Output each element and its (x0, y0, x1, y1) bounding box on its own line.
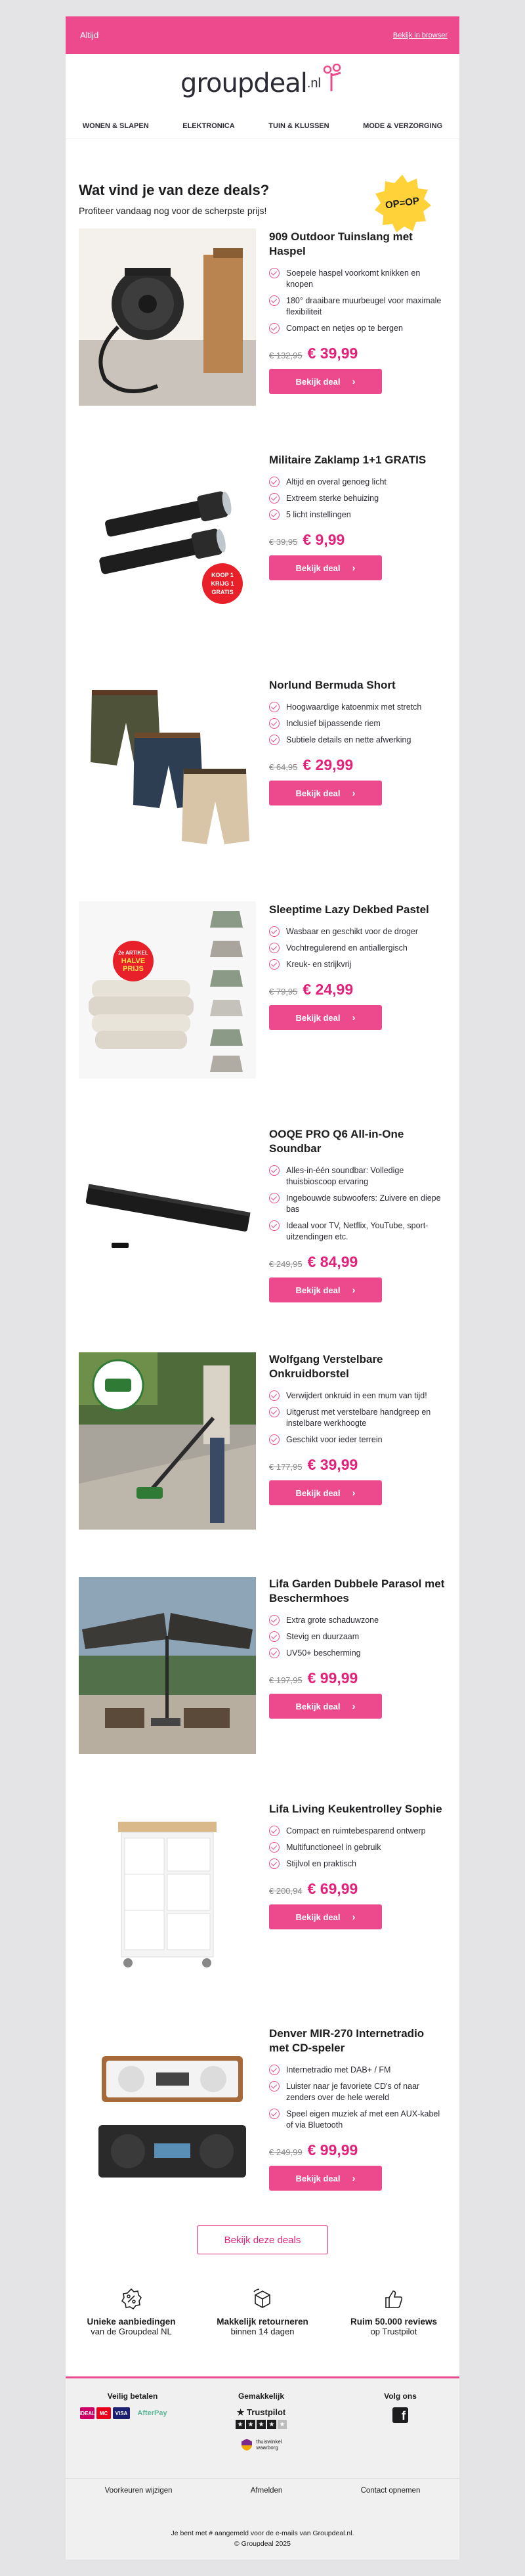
feature-item (269, 477, 446, 488)
usp-title: Unieke aanbiedingen (87, 2317, 176, 2327)
feature-item (269, 2065, 446, 2076)
hero-section (66, 139, 459, 215)
promo-sticker (202, 563, 243, 604)
duvet-image[interactable] (79, 901, 256, 1079)
feature-text: Compact en netjes op te bergen (286, 324, 403, 333)
footer-heading: Volg ons (384, 2392, 417, 2401)
feature-text: Subtiele details en nette afwerking (286, 735, 411, 744)
button-label: Bekijk deal (295, 1912, 341, 1922)
feature-list (269, 1615, 446, 1659)
chevron-right-icon: › (352, 1284, 356, 1296)
thuiswinkel-logo[interactable] (215, 2438, 307, 2451)
check-icon (269, 295, 280, 306)
check-icon (269, 2081, 280, 2092)
nav-item-elektronica[interactable]: ELEKTRONICA (182, 121, 235, 130)
nav-item-wonen-slapen[interactable]: WONEN & SLAPEN (82, 121, 149, 130)
op-op-badge (373, 173, 432, 232)
usp-row (66, 2288, 459, 2360)
parasol-image[interactable] (79, 1577, 256, 1754)
product-info (269, 453, 446, 580)
nav-item-tuin-klussen[interactable]: TUIN & KLUSSEN (268, 121, 329, 130)
check-icon (269, 926, 280, 937)
category-nav (66, 113, 459, 139)
trustpilot-label: Trustpilot (247, 2407, 286, 2417)
price-row (269, 531, 446, 549)
internet-radio-image[interactable] (79, 2027, 256, 2204)
sticker-line: PRIJS (123, 965, 144, 973)
feature-item (269, 268, 446, 290)
feature-text: Verwijdert onkruid in een mum van tijd! (286, 1391, 427, 1400)
visa-logo: VISA (113, 2407, 130, 2419)
usp-item (335, 2288, 453, 2360)
thumbs-up-icon (383, 2288, 405, 2310)
usp-text: van de Groupdeal NL (91, 2327, 172, 2336)
chevron-right-icon: › (352, 2172, 356, 2184)
feature-item (269, 959, 446, 970)
new-price: € 24,99 (303, 981, 354, 998)
feature-list (269, 1826, 446, 1870)
percent-icon (120, 2288, 142, 2310)
feature-item (269, 1407, 446, 1429)
thuiswinkel-label: waarborg (256, 2445, 278, 2451)
feature-text: 5 licht instellingen (286, 510, 351, 519)
check-icon (269, 1193, 280, 1203)
view-deal-button[interactable] (269, 1480, 382, 1505)
price-row (269, 2141, 446, 2159)
feature-item (269, 702, 446, 713)
check-icon (269, 1615, 280, 1625)
feature-item (269, 1165, 446, 1188)
hero-title: Wat vind je van deze deals? (79, 182, 270, 198)
new-price: € 9,99 (303, 531, 345, 548)
usp-item (72, 2288, 190, 2360)
button-label: Bekijk deal (295, 376, 341, 387)
feature-item (269, 509, 446, 521)
feature-text: Wasbaar en geschikt voor de droger (286, 927, 419, 936)
check-icon (269, 718, 280, 729)
view-deal-button[interactable] (269, 369, 382, 394)
check-icon (269, 1858, 280, 1869)
chevron-right-icon: › (352, 1911, 356, 1923)
feature-item (269, 926, 446, 937)
feature-text: 180° draaibare muurbeugel voor maximale flexibiliteit (286, 296, 442, 316)
feature-text: Ideaal voor TV, Netflix, YouTube, sport-uitzendingen etc. (286, 1221, 429, 1241)
footer-links (66, 2478, 459, 2495)
promo-sticker (113, 941, 154, 981)
view-deal-button[interactable] (269, 1904, 382, 1929)
feature-text: Kreuk- en strijkvrij (286, 960, 352, 969)
feature-text: Inclusief bijpassende riem (286, 719, 381, 728)
new-price: € 69,99 (307, 1880, 358, 1897)
product-info (269, 1577, 446, 1719)
email-container (66, 16, 459, 2560)
star-icon: ★ (278, 2420, 287, 2429)
copyright: © Groupdeal 2025 (234, 2540, 291, 2548)
check-icon (269, 509, 280, 520)
product-title: Denver MIR-270 Internetradio met CD-speler (269, 2027, 425, 2054)
sticker-line: HALVE (121, 957, 146, 965)
button-label: Bekijk deal (295, 1285, 341, 1295)
top-bar (66, 16, 459, 54)
feature-item (269, 718, 446, 729)
new-price: € 99,99 (307, 1669, 358, 1686)
old-price: € 64,95 (269, 762, 298, 772)
view-deal-button[interactable] (269, 555, 382, 580)
chevron-right-icon: › (352, 1487, 356, 1499)
check-icon (269, 323, 280, 333)
feature-item (269, 1648, 446, 1659)
check-icon (269, 959, 280, 970)
feature-text: Vochtregulerend en antiallergisch (286, 943, 408, 953)
subscription-note: Je bent met # aangemeld voor de e-mails van Groupdeal.nl. (171, 2529, 354, 2537)
usp-title: Makkelijk retourneren (217, 2317, 308, 2327)
button-label: Bekijk deal (295, 563, 341, 573)
weed-brush-image[interactable] (79, 1352, 256, 1530)
feature-item (269, 943, 446, 954)
check-icon (269, 1434, 280, 1445)
check-icon (269, 1220, 280, 1231)
usp-item (203, 2288, 322, 2360)
feature-text: Luister naar je favoriete CD's of naar zenders over de hele wereld (286, 2082, 420, 2102)
contact-link[interactable]: Contact opnemen (360, 2487, 421, 2495)
feature-text: Stevig en duurzaam (286, 1632, 360, 1641)
feature-item (269, 1631, 446, 1642)
feature-text: Extreem sterke behuizing (286, 494, 379, 503)
feature-item (269, 2109, 446, 2131)
check-icon (269, 1165, 280, 1176)
view-in-browser-link[interactable]: Bekijk in browser (392, 31, 448, 39)
feature-list (269, 2065, 446, 2131)
flashlight-image[interactable] (79, 452, 256, 629)
star-icon: ★ (246, 2420, 255, 2429)
view-all-deals-button[interactable]: Bekijk deze deals (197, 2225, 328, 2254)
check-icon (269, 1826, 280, 1836)
check-icon (269, 1842, 280, 1853)
product-info (269, 1802, 446, 1929)
feature-item (269, 1826, 446, 1837)
feature-text: Hoogwaardige katoenmix met stretch (286, 702, 422, 712)
product-title: Sleeptime Lazy Dekbed Pastel (269, 903, 429, 916)
preheader-text: Altijd (80, 30, 99, 40)
return-box-icon (251, 2288, 274, 2310)
logo-suffix: .nl (306, 75, 321, 91)
feature-item (269, 295, 446, 318)
feature-list (269, 1390, 446, 1446)
product-title: Norlund Bermuda Short (269, 679, 396, 691)
kitchen-trolley-image[interactable] (79, 1802, 256, 1979)
price-row (269, 345, 446, 362)
view-deal-button[interactable] (269, 2166, 382, 2191)
footer-heading: Veilig betalen (107, 2392, 158, 2401)
feature-text: Stijlvol en praktisch (286, 1859, 356, 1868)
nav-item-mode-verzorging[interactable]: MODE & VERZORGING (363, 121, 443, 130)
feature-item (269, 1842, 446, 1853)
bermuda-shorts-image[interactable] (79, 677, 256, 854)
feature-text: Speel eigen muziek af met een AUX-kabel of via Bluetooth (286, 2109, 440, 2130)
feature-item (269, 1434, 446, 1446)
product-info (269, 2027, 446, 2191)
feature-text: Ingebouwde subwoofers: Zuivere en diepe bas (286, 1193, 441, 1214)
product-title: Militaire Zaklamp 1+1 GRATIS (269, 454, 427, 466)
product-info (269, 678, 446, 805)
feature-text: Internetradio met DAB+ / FM (286, 2065, 391, 2074)
feature-list (269, 1165, 446, 1243)
feature-item (269, 1220, 446, 1243)
product-title: 909 Outdoor Tuinslang met Haspel (269, 230, 413, 257)
view-deal-button[interactable] (269, 1694, 382, 1719)
price-row (269, 1669, 446, 1687)
feature-text: UV50+ bescherming (286, 1648, 361, 1658)
feature-list (269, 477, 446, 521)
old-price: € 200,94 (269, 1886, 303, 1896)
view-deal-button[interactable] (269, 781, 382, 805)
old-price: € 197,95 (269, 1675, 303, 1685)
feature-item (269, 493, 446, 504)
ideal-logo: iDEAL (80, 2407, 94, 2419)
check-icon (269, 493, 280, 504)
feature-text: Alles-in-één soundbar: Volledige thuisbioscoop ervaring (286, 1166, 404, 1186)
feature-item (269, 1390, 446, 1402)
facebook-icon[interactable]: f (392, 2407, 408, 2423)
soundbar-image[interactable] (79, 1126, 256, 1303)
price-row (269, 981, 446, 998)
trustpilot-logo[interactable] (215, 2407, 307, 2418)
product-info (269, 1352, 446, 1505)
new-price: € 39,99 (307, 345, 358, 362)
feature-text: Uitgerust met verstelbare handgreep en instelbare werkhoogte (286, 1407, 431, 1428)
old-price: € 249,99 (269, 2147, 303, 2157)
logo-wordmark: groupdeal (180, 68, 307, 98)
feature-item (269, 1858, 446, 1870)
mastercard-logo: MC (96, 2407, 111, 2419)
check-icon (269, 2065, 280, 2075)
new-price: € 39,99 (307, 1456, 358, 1473)
button-label: Bekijk deal (295, 788, 341, 798)
chevron-right-icon: › (352, 1012, 356, 1023)
usp-text: binnen 14 dagen (230, 2327, 295, 2336)
sticker-line: 2e ARTIKEL (118, 950, 148, 956)
product-info (269, 1127, 446, 1302)
product-title: Lifa Living Keukentrolley Sophie (269, 1803, 442, 1815)
sticker-line: GRATIS (211, 589, 234, 595)
check-icon (269, 2109, 280, 2119)
feature-item (269, 1615, 446, 1626)
feature-item (269, 735, 446, 746)
button-label: Bekijk deal (295, 2173, 341, 2183)
usp-title: Ruim 50.000 reviews (350, 2317, 438, 2327)
view-deal-button[interactable] (269, 1277, 382, 1302)
garden-hose-reel-image[interactable] (79, 228, 256, 406)
old-price: € 249,95 (269, 1259, 303, 1269)
button-label: Bekijk deal (295, 1701, 341, 1711)
preferences-link[interactable]: Voorkeuren wijzigen (104, 2487, 173, 2495)
check-icon (269, 1631, 280, 1642)
product-title: Wolfgang Verstelbare Onkruidborstel (269, 1353, 383, 1380)
chevron-right-icon: › (352, 562, 356, 574)
button-label: Bekijk deal (295, 1488, 341, 1498)
footer-trust (215, 2392, 307, 2451)
price-row (269, 1880, 446, 1898)
check-icon (269, 477, 280, 487)
hero-subtitle: Profiteer vandaag nog voor de scherpste prijs! (79, 205, 267, 216)
check-icon (269, 943, 280, 953)
footer-heading: Gemakkelijk (238, 2392, 285, 2401)
old-price: € 132,95 (269, 351, 303, 360)
feature-list (269, 926, 446, 970)
footer (66, 2378, 459, 2560)
product-title: Lifa Garden Dubbele Parasol met Beschermhoes (269, 1578, 445, 1604)
price-row (269, 756, 446, 774)
chevron-right-icon: › (352, 376, 356, 387)
product-title: OOQE PRO Q6 All-in-One Soundbar (269, 1128, 404, 1155)
product-info (269, 230, 446, 394)
old-price: € 79,95 (269, 987, 298, 997)
product-info (269, 903, 446, 1030)
footer-note (66, 2528, 459, 2549)
new-price: € 84,99 (307, 1253, 358, 1270)
chevron-right-icon: › (352, 1700, 356, 1712)
check-icon (269, 1407, 280, 1417)
star-icon: ★ (267, 2420, 276, 2429)
feature-text: Compact en ruimtebesparend ontwerp (286, 1826, 426, 1835)
check-icon (269, 735, 280, 745)
feature-text: Altijd en overal genoeg licht (286, 477, 387, 486)
feature-item (269, 2081, 446, 2103)
chevron-right-icon: › (352, 787, 356, 799)
new-price: € 99,99 (307, 2141, 358, 2158)
view-deal-button[interactable] (269, 1005, 382, 1030)
star-icon: ★ (257, 2420, 266, 2429)
groupdeal-logo[interactable] (66, 54, 459, 113)
old-price: € 39,95 (269, 537, 298, 547)
feature-text: Geschikt voor ieder terrein (286, 1435, 383, 1444)
thuiswinkel-label: thuiswinkel (256, 2439, 282, 2445)
footer-social (368, 2392, 433, 2423)
sticker-line: KRIJG 1 (211, 580, 234, 587)
trustpilot-stars (215, 2420, 307, 2429)
shield-icon (240, 2438, 253, 2451)
feature-item (269, 323, 446, 334)
button-label: Bekijk deal (295, 1012, 341, 1023)
new-price: € 29,99 (303, 756, 354, 773)
badge-text: OP=OP (385, 194, 420, 211)
feature-list (269, 702, 446, 746)
payment-logos (80, 2407, 185, 2419)
gift-tag-icon (322, 64, 345, 93)
usp-text: op Trustpilot (370, 2327, 417, 2336)
check-icon (269, 268, 280, 278)
star-icon: ★ (236, 2407, 245, 2417)
check-icon (269, 1390, 280, 1401)
check-icon (269, 1648, 280, 1658)
sticker-line: KOOP 1 (211, 572, 234, 578)
afterpay-logo: AfterPay (132, 2407, 173, 2419)
feature-list (269, 268, 446, 334)
footer-payment (80, 2392, 185, 2419)
unsubscribe-link[interactable]: Afmelden (250, 2487, 283, 2495)
old-price: € 177,95 (269, 1462, 303, 1472)
check-icon (269, 702, 280, 712)
feature-text: Soepele haspel voorkomt knikken en knopen (286, 268, 421, 289)
feature-text: Extra grote schaduwzone (286, 1616, 379, 1625)
star-icon: ★ (236, 2420, 245, 2429)
price-row (269, 1456, 446, 1474)
feature-text: Multifunctioneel in gebruik (286, 1843, 381, 1852)
price-row (269, 1253, 446, 1271)
feature-item (269, 1193, 446, 1215)
